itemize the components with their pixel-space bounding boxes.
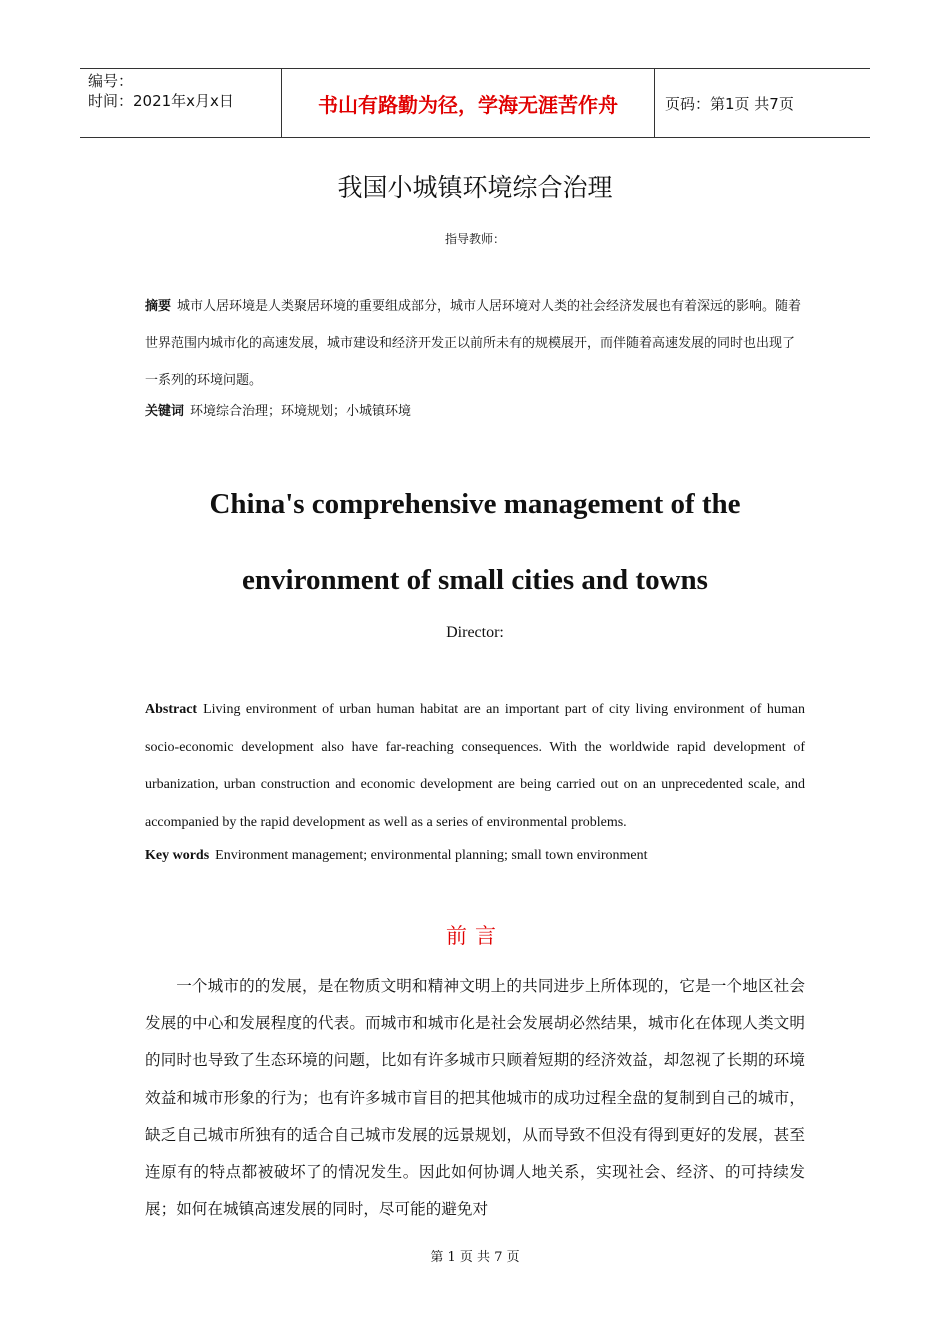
chinese-keywords-label: 关键词	[145, 404, 185, 419]
chinese-keywords	[145, 401, 411, 423]
header-meta-cell	[80, 69, 282, 137]
director-label: Director:	[446, 624, 504, 641]
chinese-keywords-text: 环境综合治理；环境规划；小城镇环境	[190, 404, 412, 419]
english-abstract-label: Abstract	[145, 702, 198, 717]
english-abstract-text: Living environment of urban human habitat are an important part of city living environment of human socio-economic development also have far-reaching consequences. With the worldwide rapid development of urbanization, urban construction and economic development are being carried out on an unprecedented scale, and accompanied by the rapid development as well as a series of environmental problems.	[145, 702, 805, 830]
page-footer: 第 1 页 共 7 页	[430, 1250, 520, 1265]
page-info: 页码：第1页 共7页	[665, 94, 794, 113]
time-label: 时间：2021年x月x日	[88, 92, 234, 110]
english-keywords	[145, 845, 648, 867]
english-abstract	[145, 691, 805, 841]
chinese-abstract-text: 城市人居环境是人类聚居环境的重要组成部分，城市人居环境对人类的社会经济发展也有着深远的影响。随着世界范围内城市化的高速发展，城市建设和经济开发正以前所未有的规模展开，而伴随着高速发展的同时也出现了一系列的环境问题。	[145, 299, 802, 388]
motto-text: 书山有路勤为径，学海无涯苦作舟	[318, 92, 618, 117]
chinese-title: 我国小城镇环境综合治理	[337, 173, 613, 202]
chinese-abstract	[145, 288, 805, 399]
english-title-line-2: environment of small cities and towns	[242, 564, 708, 596]
english-keywords-label: Key words	[145, 848, 210, 863]
english-title-line-1: China's comprehensive management of the	[209, 488, 741, 520]
header-page-cell	[655, 69, 870, 137]
advisor-label: 指导教师：	[444, 232, 505, 246]
section-title-preface: 前言	[446, 924, 504, 948]
chinese-abstract-label: 摘要	[145, 299, 172, 314]
number-label: 编号：	[88, 72, 134, 90]
header-motto-cell	[282, 69, 655, 137]
english-keywords-text: Environment management; environmental planning; small town environment	[215, 848, 648, 863]
document-header	[80, 68, 870, 138]
english-title	[0, 466, 950, 618]
preface-paragraph: 一个城市的的发展，是在物质文明和精神文明上的共同进步上所体现的，它是一个地区社会发展的中心和发展程度的代表。而城市和城市化是社会发展胡必然结果，城市化在体现人类文明的同时也导致了生态环境的问题，比如有许多城市只顾着短期的经济效益，却忽视了长期的环境效益和城市形象的行为；也有许多城市盲目的把其他城市的成功过程全盘的复制到自己的城市，缺乏自己城市所独有的适合自己城市发展的远景规划，从而导致不但没有得到更好的发展，甚至连原有的特点都被破坏了的情况发生。因此如何协调人地关系，实现社会、经济、的可持续发展；如何在城镇高速发展的同时，尽可能的避免对	[145, 977, 805, 1219]
